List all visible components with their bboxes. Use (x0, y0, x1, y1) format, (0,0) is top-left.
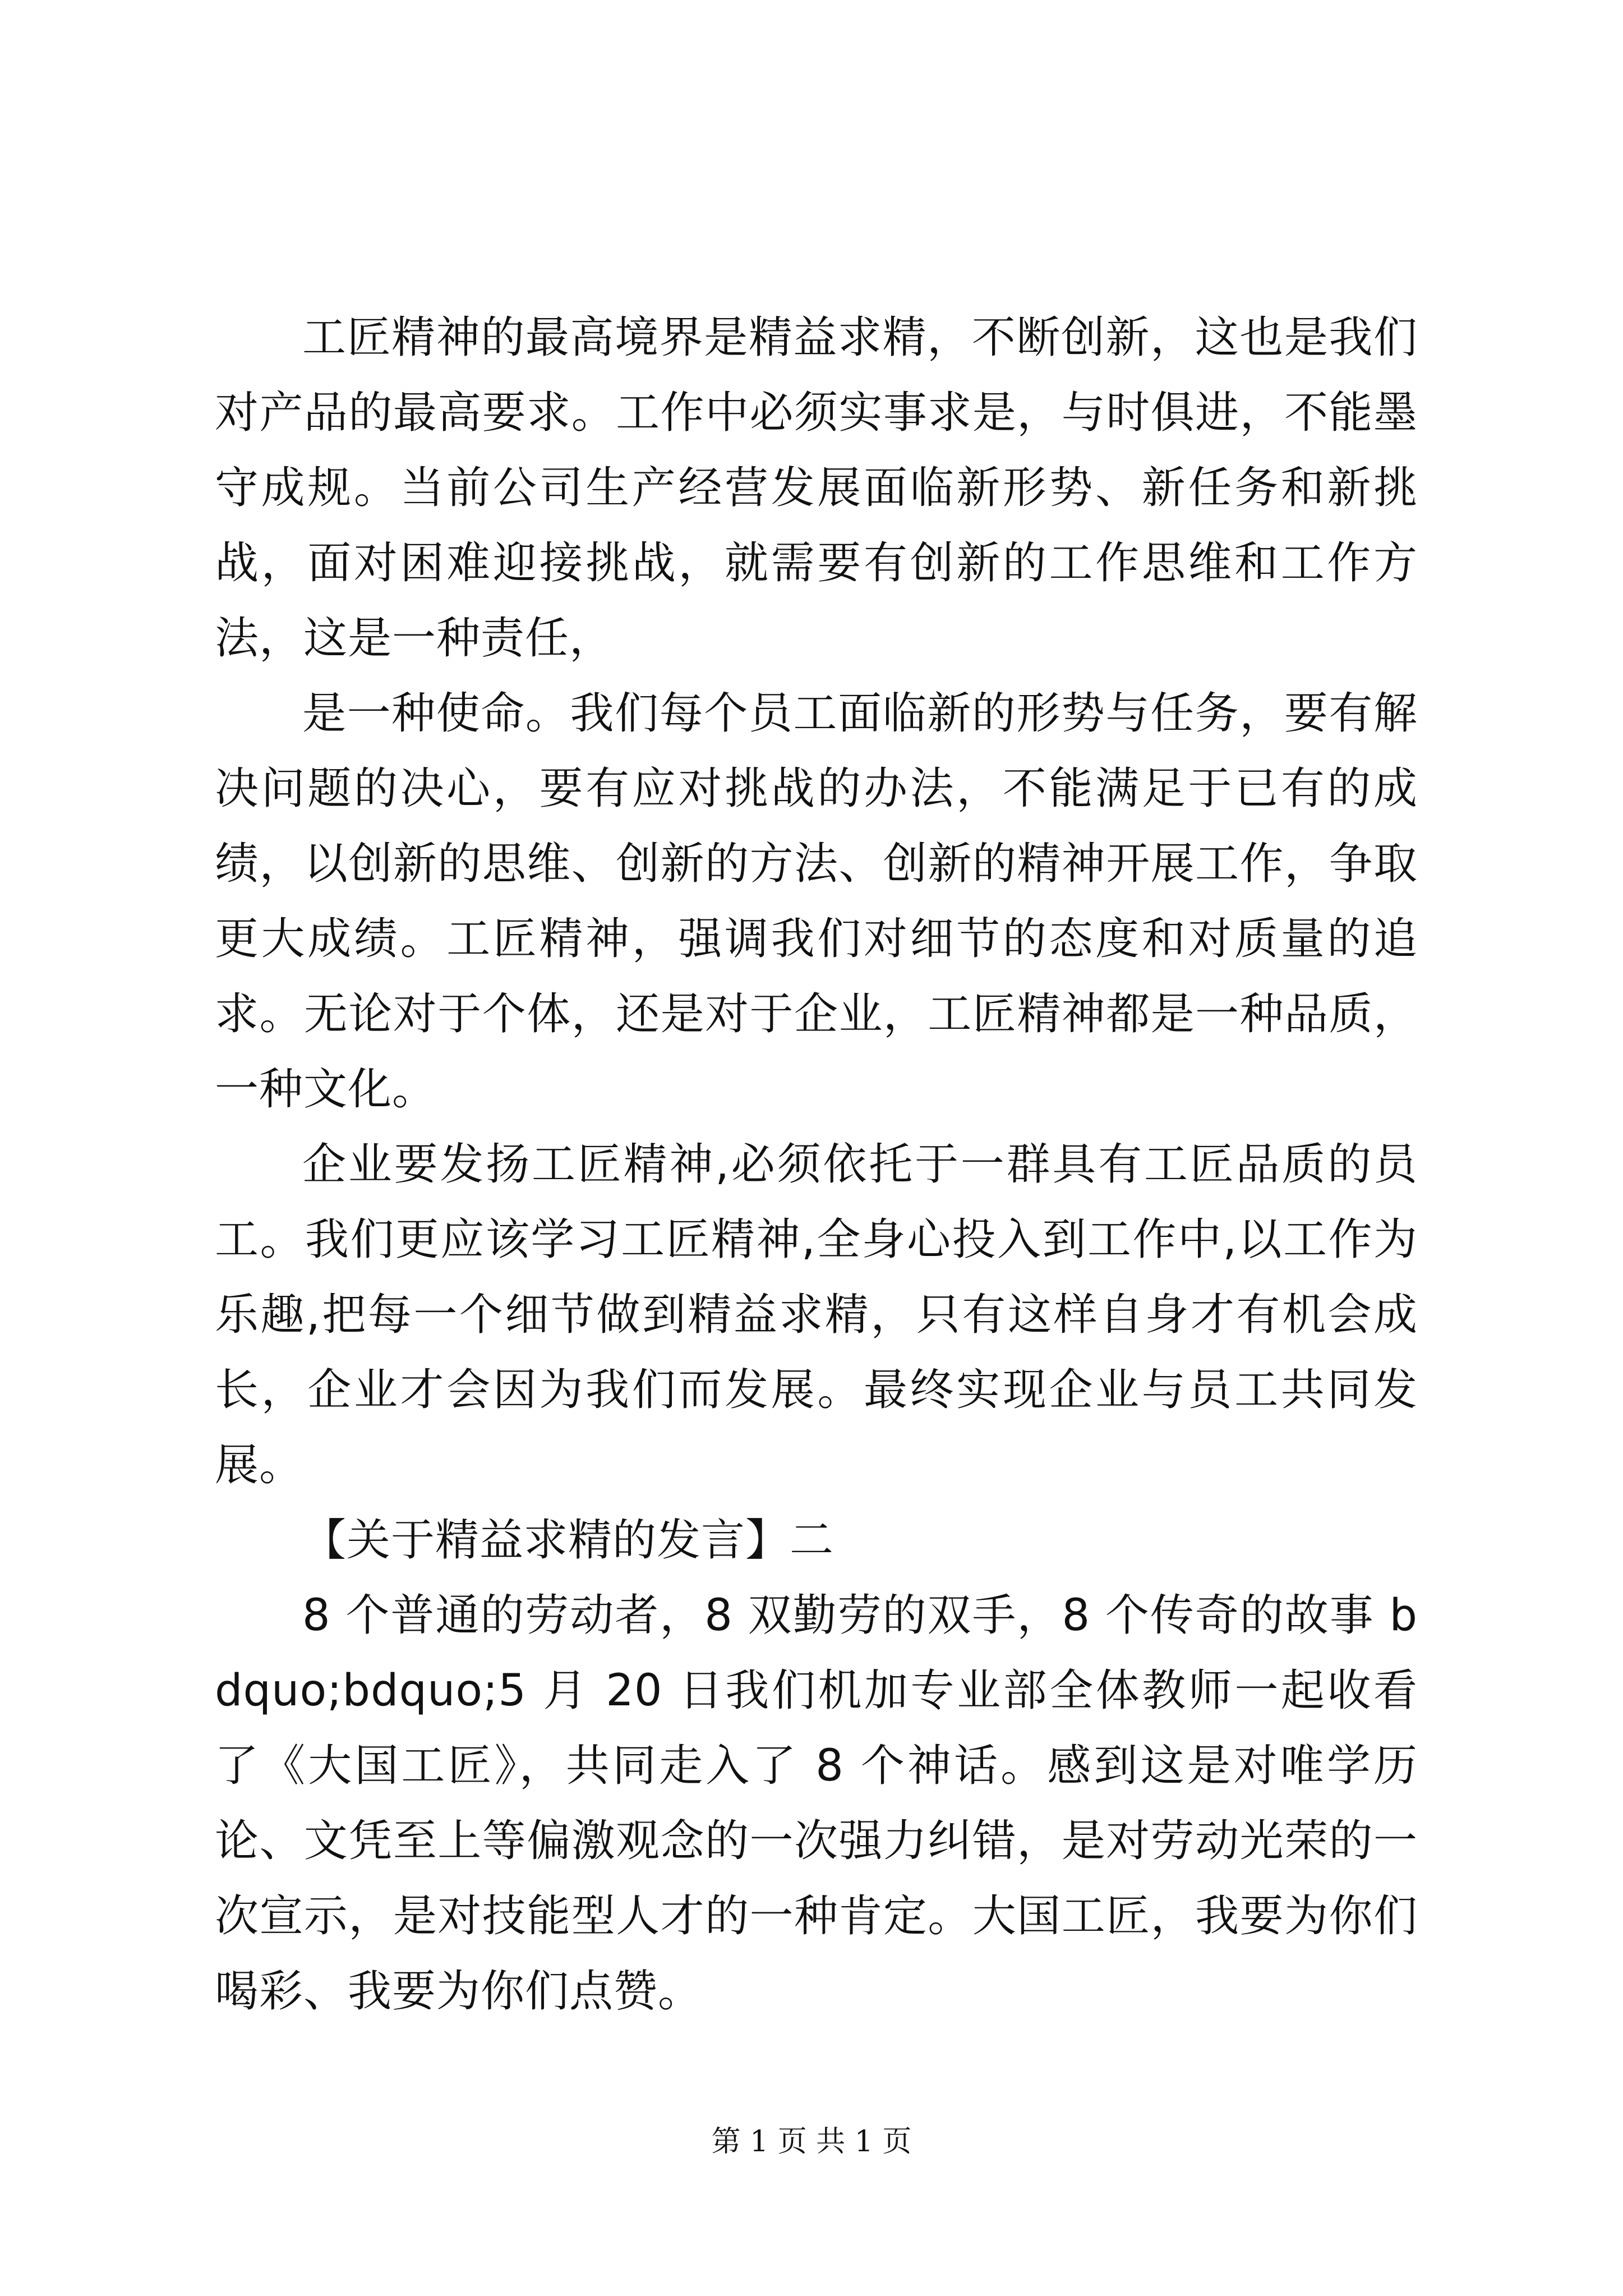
paragraph-1: 工匠精神的最高境界是精益求精，不断创新，这也是我们对产品的最高要求。工作中必须实事求是，与时俱进，不能墨守成规。当前公司生产经营发展面临新形势、新任务和新挑战，面对困难迎接挑战，就需要有创新的工作思维和工作方法，这是一种责任， (215, 312, 1418, 664)
document-body (215, 300, 1418, 2029)
page-footer: 第 1 页 共 1 页 (711, 2125, 912, 2159)
paragraph-3: 企业要发扬工匠精神,必须依托于一群具有工匠品质的员工。我们更应该学习工匠精神,全身心投入到工作中,以工作为乐趣,把每一个细节做到精益求精，只有这样自身才有机会成长，企业才会因为我们而发展。最终实现企业与员工共同发展。 (215, 1139, 1418, 1490)
paragraph-2: 是一种使命。我们每个员工面临新的形势与任务，要有解决问题的决心，要有应对挑战的办法，不能满足于已有的成绩，以创新的思维、创新的方法、创新的精神开展工作，争取更大成绩。工匠精神，强调我们对细节的态度和对质量的追求。无论对于个体，还是对于企业，工匠精神都是一种品质，一种文化。 (215, 688, 1418, 1115)
section-heading: 【关于精益求精的发言】二 (302, 1515, 834, 1566)
paragraph-4: 8 个普通的劳动者，8 双勤劳的双手，8 个传奇的故事 bdquo;bdquo;5 月 20 日我们机加专业部全体教师一起收看了《大国工匠》，共同走入了 8 个神话。感到这是对唯学历论、文凭至上等偏激观念的一次强力纠错，是对劳动光荣的一次宣示，是对技能型人才的一种肯定。大国工匠，我要为你们喝彩、我要为你们点赞。 (215, 1590, 1418, 2017)
